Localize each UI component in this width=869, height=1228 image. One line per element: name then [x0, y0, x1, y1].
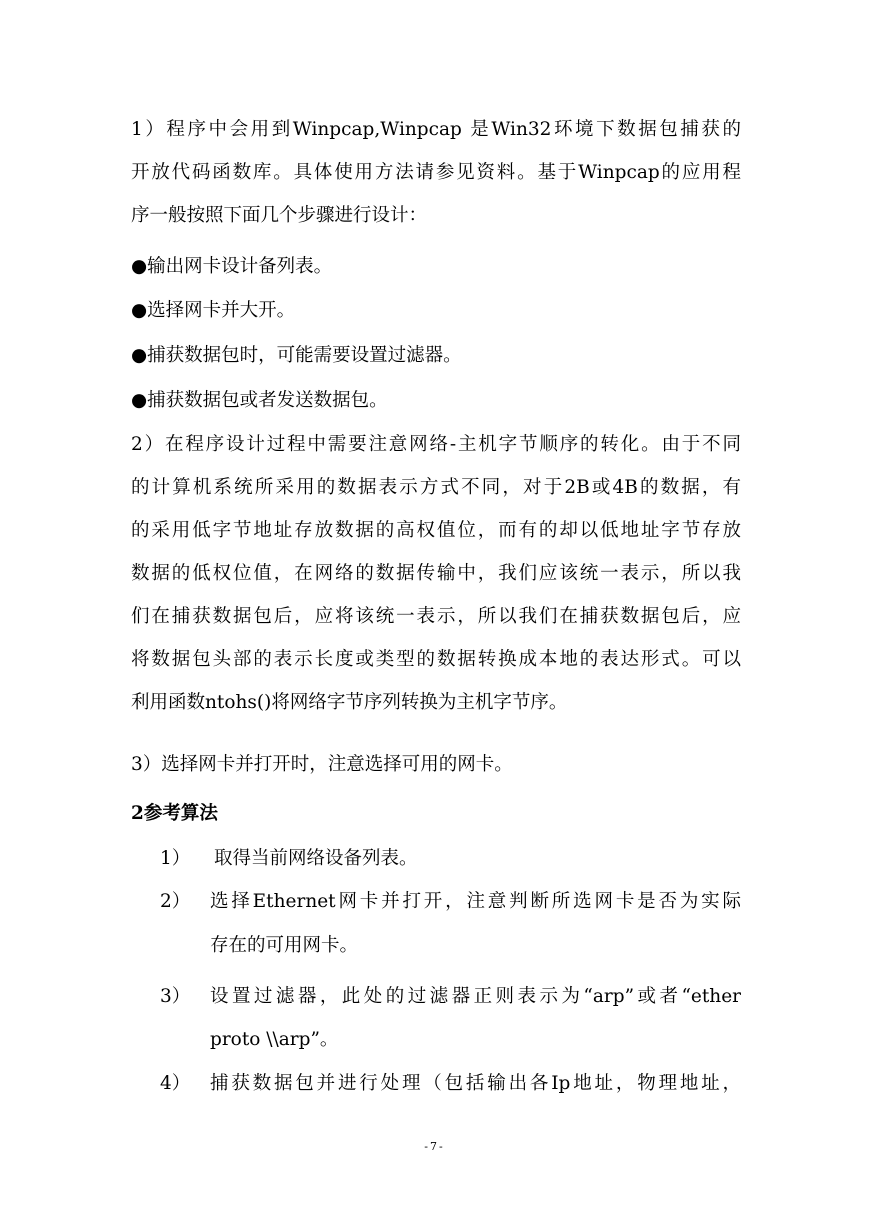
- step-1-text: 取得当前网络设备列表。: [214, 848, 418, 869]
- bullet-item-2: ●选择网卡并大开。: [131, 300, 296, 321]
- notes-p3: 3）选择网卡并打开时，注意选择可用的网卡。: [131, 754, 513, 775]
- step-3-text-line-1: 设置过滤器，此处的过滤器正则表示为“arp”或者“ether: [210, 986, 741, 1007]
- section-heading: 2参考算法: [131, 803, 218, 824]
- step-1-number: 1）: [160, 848, 191, 869]
- notes-p2-line-2: 的计算机系统所采用的数据表示方式不同，对于2B或4B的数据，有: [131, 477, 741, 498]
- notes-p1-line-1: 1）程序中会用到Winpcap,Winpcap 是Win32环境下数据包捕获的: [131, 119, 741, 140]
- step-4-text-line-1: 捕获数据包并进行处理（包括输出各Ip地址，物理地址，: [210, 1073, 741, 1094]
- notes-p2-line-7: 利用函数ntohs()将网络字节序列转换为主机字节序。: [131, 692, 568, 713]
- notes-p1-line-2: 开放代码函数库。具体使用方法请参见资料。基于Winpcap的应用程: [131, 162, 741, 183]
- step-2-text-line-2: 存在的可用网卡。: [210, 935, 359, 956]
- notes-p2-line-6: 将数据包头部的表示长度或类型的数据转换成本地的表达形式。可以: [131, 649, 741, 670]
- notes-p1-line-3: 序一般按照下面几个步骤进行设计：: [131, 205, 428, 226]
- step-3-text-line-2: proto \\arp”。: [210, 1029, 339, 1050]
- step-2-number: 2）: [160, 891, 191, 912]
- step-2-text-line-1: 选择Ethernet网卡并打开，注意判断所选网卡是否为实际: [210, 891, 741, 912]
- step-3-number: 3）: [160, 986, 191, 1007]
- notes-p2-line-5: 们在捕获数据包后，应将该统一表示，所以我们在捕获数据包后，应: [131, 606, 741, 627]
- step-4-number: 4）: [160, 1073, 191, 1094]
- notes-p2-line-3: 的采用低字节地址存放数据的高权值位，而有的却以低地址字节存放: [131, 520, 741, 541]
- bullet-item-4: ●捕获数据包或者发送数据包。: [131, 390, 388, 411]
- bullet-item-1: ●输出网卡设计备列表。: [131, 256, 333, 277]
- notes-p2-line-4: 数据的低权位值，在网络的数据传输中，我们应该统一表示，所以我: [131, 563, 741, 584]
- bullet-item-3: ●捕获数据包时，可能需要设置过滤器。: [131, 345, 462, 366]
- notes-p2-line-1: 2）在程序设计过程中需要注意网络-主机字节顺序的转化。由于不同: [131, 434, 741, 455]
- page-number: -7-: [424, 1140, 445, 1153]
